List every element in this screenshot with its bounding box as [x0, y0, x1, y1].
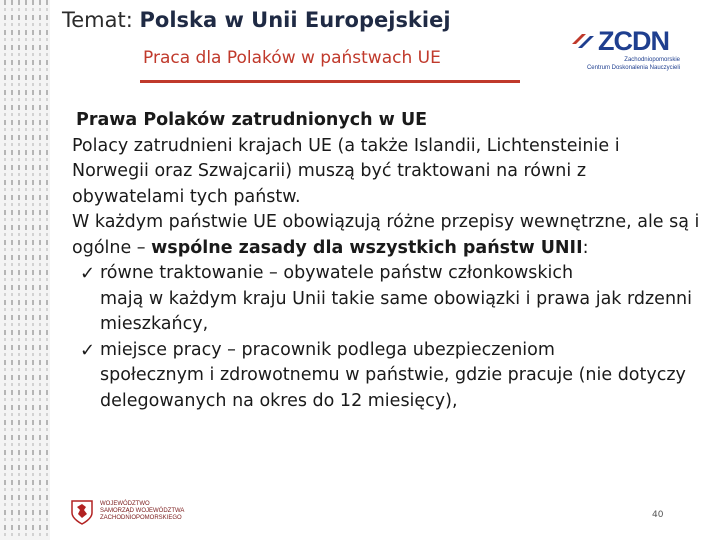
page-number: 40: [652, 510, 664, 520]
logo-caption-line2: Centrum Doskonalenia Nauczycieli: [586, 65, 680, 71]
paragraph-common-rules: [72, 210, 702, 261]
decorative-text-strip: [0, 0, 50, 540]
griffin-shield-icon: [70, 499, 94, 525]
logo-caption-line1: Zachodniopomorskie: [624, 57, 680, 63]
title-divider: [140, 80, 520, 83]
list-item-rest: społecznym i zdrowotnemu w państwie, gdzie pracuje (nie dotyczy delegowanych na okres do 12 miesięcy),: [100, 365, 686, 411]
page-title: [62, 8, 451, 32]
slide-content: [72, 108, 702, 414]
common-rules-colon: :: [582, 237, 589, 258]
region-logo-line2: SAMORZĄD WOJEWÓDZTWA: [100, 508, 185, 514]
list-item-line1: miejsce pracy – pracownik podlega ubezpieczeniom: [100, 339, 555, 360]
list-item-rest: mają w każdym kraju Unii takie same obowiązki i prawa jak rdzenni mieszkańcy,: [100, 288, 692, 334]
zcdn-mark-icon: [572, 32, 596, 50]
page-subtitle: Praca dla Polaków w państwach UE: [143, 48, 441, 68]
logo-wordmark: ZCDN: [598, 26, 669, 56]
common-rules-text: W każdym państwie UE obowiązują różne przepisy wewnętrzne, ale są i ogólne –: [72, 212, 700, 258]
title-topic: Polska w Unii Europejskiej: [139, 8, 451, 32]
list-item-line1: równe traktowanie – obywatele państw członkowskich: [100, 263, 574, 283]
region-logo-line3: ZACHODNIOPOMORSKIEGO: [100, 515, 182, 521]
checkmark-icon: ✓: [80, 263, 96, 284]
common-rules-emphasis: wspólne zasady dla wszystkich państw UNII: [151, 237, 583, 258]
region-logo: [70, 495, 200, 531]
region-logo-line1: WOJEWÓDZTWO: [100, 501, 150, 507]
title-prefix: Temat:: [62, 8, 140, 32]
checkmark-icon: ✓: [80, 339, 96, 361]
list-item: [76, 261, 702, 338]
list-item: [76, 338, 702, 415]
paragraph-equal-treatment: Polacy zatrudnieni krajach UE (a także Islandii, Lichtensteinie i Norwegii oraz Szwajcarii) muszą być traktowani na równi z obywatelami tych państw.: [72, 135, 620, 207]
section-heading: Prawa Polaków zatrudnionych w UE: [76, 110, 428, 130]
zcdn-logo: [572, 26, 680, 76]
